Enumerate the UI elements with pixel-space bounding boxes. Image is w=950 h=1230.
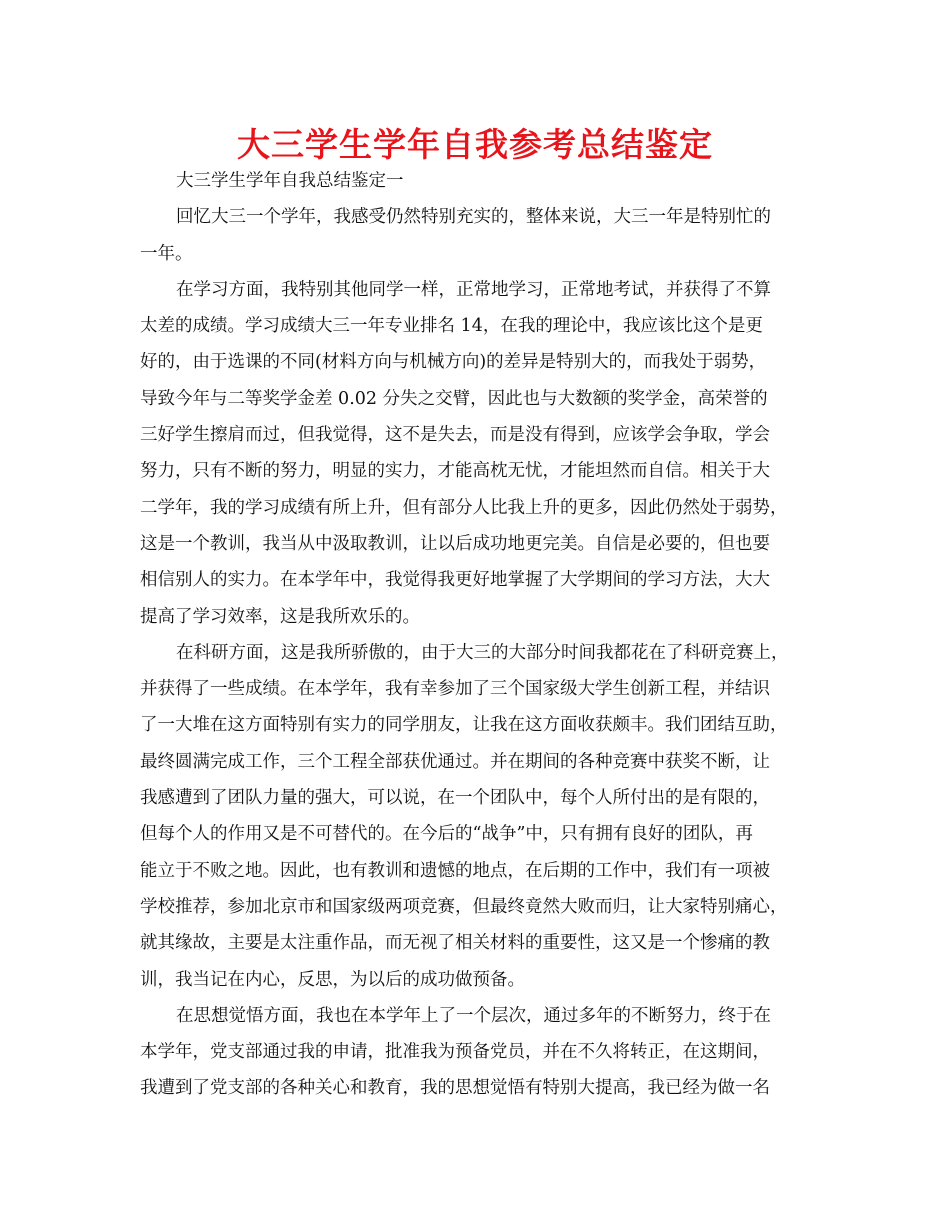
text-line: 就其缘故，主要是太注重作品，而无视了相关材料的重要性，这又是一个惨痛的教	[140, 933, 770, 954]
text-line: 了一大堆在这方面特别有实力的同学朋友，让我在这方面收获颇丰。我们团结互助，	[140, 715, 788, 736]
text-line: 回忆大三一个学年，我感受仍然特别充实的，整体来说，大三一年是特别忙的	[176, 207, 771, 228]
text-line: 二学年，我的学习成绩有所上升，但有部分人比我上升的更多，因此仍然处于弱势，	[140, 497, 788, 518]
text-line: 学校推荐，参加北京市和国家级两项竞赛，但最终竟然大败而归，让大家特别痛心，	[140, 896, 788, 917]
text-line: 导致今年与二等奖学金差 0.02 分失之交臂，因此也与大数额的奖学金，高荣誉的	[140, 388, 768, 409]
text-line: 相信别人的实力。在本学年中，我觉得我更好地掌握了大学期间的学习方法，大大	[140, 570, 770, 591]
text-line: 我感遭到了团队力量的强大，可以说，在一个团队中，每个人所付出的是有限的，	[140, 788, 770, 809]
text-line: 一年。	[140, 243, 193, 264]
text-line: 大三学生学年自我总结鉴定一	[176, 171, 404, 191]
text-line: 在思想觉悟方面，我也在本学年上了一个层次，通过多年的不断努力，终于在	[176, 1005, 771, 1026]
text-line: 并获得了一些成绩。在本学年，我有幸参加了三个国家级大学生创新工程，并结识	[140, 679, 770, 700]
text-line: 努力，只有不断的努力，明显的实力，才能高枕无忧，才能坦然而自信。相关于大	[140, 461, 770, 482]
text-line: 最终圆满完成工作，三个工程全部获优通过。并在期间的各种竞赛中获奖不断，让	[140, 751, 770, 772]
text-line: 三好学生擦肩而过，但我觉得，这不是失去，而是没有得到，应该学会争取，学会	[140, 425, 770, 446]
text-line: 能立于不败之地。因此，也有教训和遗憾的地点，在后期的工作中，我们有一项被	[140, 860, 770, 881]
document-title: 大三学生学年自我参考总结鉴定	[237, 125, 713, 164]
text-line: 训，我当记在内心，反思，为以后的成功做预备。	[140, 969, 525, 990]
text-line: 本学年，党支部通过我的申请，批准我为预备党员，并在不久将转正，在这期间，	[140, 1042, 770, 1063]
text-line: 我遭到了党支部的各种关心和教育，我的思想觉悟有特别大提高，我已经为做一名	[140, 1078, 770, 1099]
text-line: 提高了学习效率，这是我所欢乐的。	[140, 606, 420, 627]
text-line: 在学习方面，我特别其他同学一样，正常地学习，正常地考试，并获得了不算	[176, 279, 771, 300]
document-body	[140, 163, 824, 1107]
text-line: 太差的成绩。学习成绩大三一年专业排名 14，在我的理论中，我应该比这个是更	[140, 316, 763, 337]
text-line: 这是一个教训，我当从中汲取教训，让以后成功地更完美。自信是必要的，但也要	[140, 533, 770, 554]
text-line: 在科研方面，这是我所骄傲的，由于大三的大部分时间我都花在了科研竞赛上，	[176, 642, 789, 663]
text-line: 但每个人的作用又是不可替代的。在今后的“战争”中，只有拥有良好的团队，再	[140, 824, 753, 845]
text-line: 好的，由于选课的不同(材料方向与机械方向)的差异是特别大的，而我处于弱势，	[140, 352, 767, 373]
